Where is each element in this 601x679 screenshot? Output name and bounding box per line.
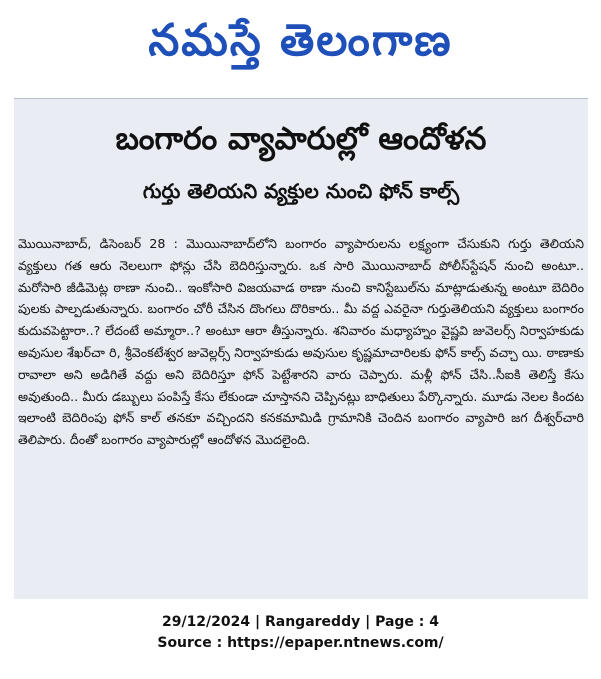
source-link[interactable]: Source : https://epaper.ntnews.com/ xyxy=(157,635,444,651)
article-body: మొయినాబాద్, డిసెంబర్ 28 : మొయినాబాద్‌లోని బంగారం వ్యాపారులను లక్ష్యంగా చేసుకుని గుర్తు తెలియని వ్యక్తులు గత ఆరు నెలలుగా ఫోన్లు చేసి బెదిరిస్తున్నారు. ఒక సారి మొయినాబాద్ పోలీస్‌స్టేషన్ నుంచి అంటూ.. మరోసారి జీడిమెట్ల ఠాణా నుంచి.. ఇంకోసారి విజయవాడ ఠాణా నుంచి కానిస్టేబుల్‌ను మాట్లాడుతున్న అంటూ బెదిరిం పులకు పాల్పడుతున్నారు. బంగారం చోరీ చేసిన దొంగలు దొరికారు.. మీ వద్ద ఎవరైనా గుర్తుతెలియని వ్యక్తులు బంగారం కుదువపెట్టారా..? లేదంటే అమ్మారా..? అంటూ ఆరా తీస్తున్నారు. శనివారం మధ్యాహ్నం వైష్ణవి జువెలర్స్ నిర్వాహకుడు అవుసుల శేఖర్‌చా రి, శ్రీవెంకటేశ్వర జువెల్లర్స్ నిర్వాహకుడు అవుసుల కృష్ణమాచారిలకు ఫోన్ కాల్స్ వచ్చా యి. ఠాణాకు రావాలా అని అడిగితే వద్దు అని బెదిరిస్తూ ఫోన్ పెట్టేశారని వారు చెప్పారు. మళ్లీ ఫోన్ చేసి..సీఐకి తెలిస్తే కేసు అవుతుంది.. మీరు డబ్బులు పంపిస్తే కేసు లేకుండా చూస్తానని చెప్పినట్లు బాధితులు పేర్కొన్నారు. మూడు నెలల కిందట ఇలాంటి బెదిరింపు ఫోన్ కాల్ తనకూ వచ్చిందని కనకమామిడి గ్రామానికి చెందిన బంగారం వ్యాపారి జగ దీశ్వర్‌చారి తెలిపారు. దీంతో బంగారం వ్యాపారుల్లో ఆందోళన మొదలైంది. xyxy=(18,236,584,448)
clipping-edge-text xyxy=(18,99,588,109)
masthead xyxy=(0,0,601,92)
edition-info: 29/12/2024 | Rangareddy | Page : 4 xyxy=(161,614,440,630)
source-footer xyxy=(0,612,601,654)
newspaper-logo: నమస్తే తెలంగాణ xyxy=(148,15,453,66)
article-headline: బంగారం వ్యాపారుల్లో ఆందోళన xyxy=(115,121,487,157)
article-subheadline: గుర్తు తెలియని వ్యక్తుల నుంచి ఫోన్ కాల్స్ xyxy=(142,179,460,203)
news-clipping xyxy=(14,98,588,599)
